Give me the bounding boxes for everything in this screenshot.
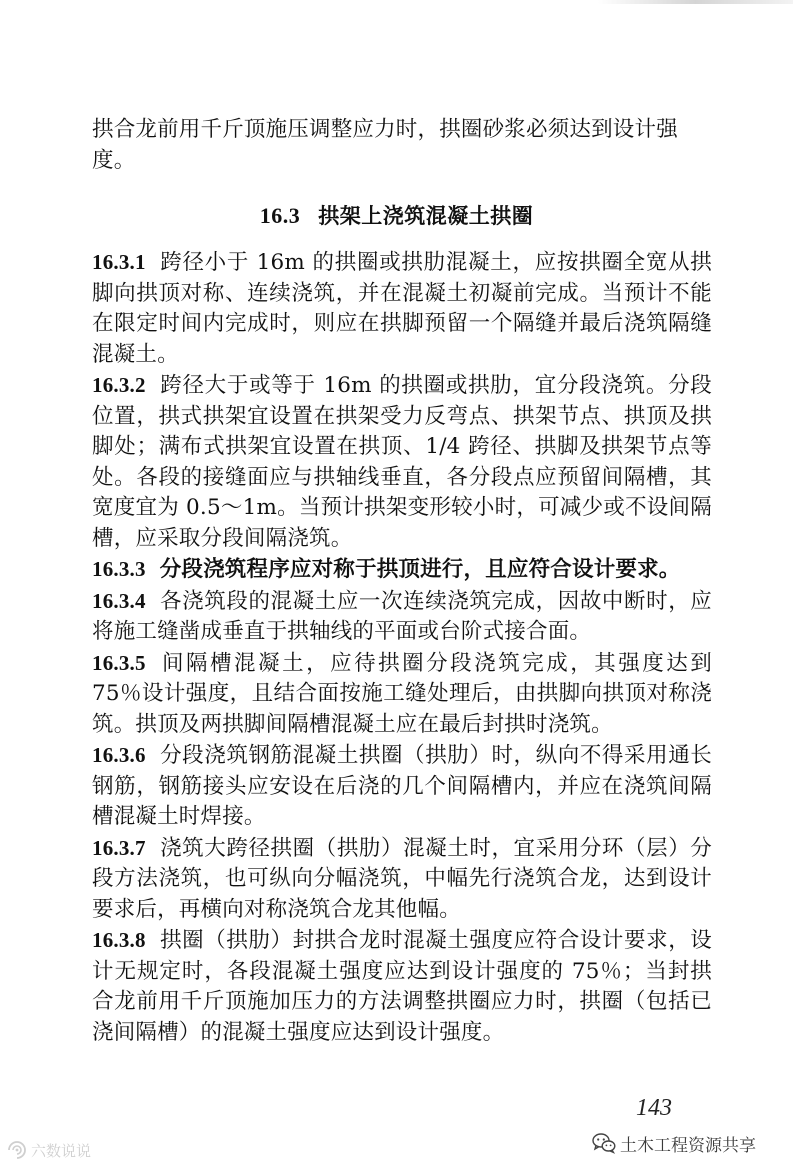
clause-text: 拱圈（拱肋）封拱合龙时混凝土强度应符合设计要求，设计无规定时，各段混凝土强度应达到设计强度的 75％；当封拱合龙前用千斤顶施加压力的方法调整拱圈应力时，拱圈（包括已浇间隔槽）的混凝土强度应达到设计强度。: [92, 928, 712, 1045]
watermark-text: 土木工程资源共享: [620, 1135, 756, 1156]
clause-16-3-5: [92, 648, 712, 741]
clause-16-3-1: [92, 247, 712, 370]
clause-text: 分段浇筑钢筋混凝土拱圈（拱肋）时，纵向不得采用通长钢筋，钢筋接头应安设在后浇的几个间隔槽内，并应在浇筑间隔槽混凝土时焊接。: [92, 743, 712, 829]
clause-16-3-7: [92, 833, 712, 926]
clause-16-3-2: [92, 370, 712, 554]
intro-paragraph: [92, 115, 712, 176]
clause-number: 16.3.5: [92, 650, 146, 675]
wechat-watermark: [592, 1130, 756, 1156]
wechat-icon: [592, 1132, 616, 1154]
clause-text: 分段浇筑程序应对称于拱顶进行，且应符合设计要求。: [159, 557, 681, 582]
section-title-text: 拱架上浇筑混凝土拱圈: [318, 204, 534, 228]
clause-text: 各浇筑段的混凝土应一次连续浇筑完成，因故中断时，应将施工缝凿成垂直于拱轴线的平面或台阶式接合面。: [92, 588, 712, 644]
clause-number: 16.3.8: [92, 928, 146, 952]
clause-16-3-3: [92, 554, 712, 586]
site-watermark-text: 六数说说: [31, 1141, 92, 1160]
clause-text: 间隔槽混凝土，应待拱圈分段浇筑完成，其强度达到 75％设计强度，且结合面按施工缝处理后，由拱脚向拱顶对称浇筑。拱顶及两拱脚间隔槽混凝土应在最后封拱时浇筑。: [92, 650, 712, 737]
clause-number: 16.3.7: [92, 835, 146, 860]
section-heading: [0, 200, 793, 230]
clause-text: 跨径大于或等于 16m 的拱圈或拱肋，宜分段浇筑。分段位置，拱式拱架宜设置在拱架受力反弯点、拱架节点、拱顶及拱脚处；满布式拱架宜设置在拱顶、1/4 跨径、拱脚及拱架节点等处。各段的接缝面应与拱轴线垂直，各分段点应预留间隔槽，其宽度宜为 0.5～1m。当预计拱架变形较小时，可减少或不设间隔槽，应采取分段间隔浇筑。: [92, 373, 712, 551]
clause-text: 浇筑大跨径拱圈（拱肋）混凝土时，宜采用分环（层）分段方法浇筑，也可纵向分幅浇筑，中幅先行浇筑合龙，达到设计要求后，再横向对称浇筑合龙其他幅。: [92, 835, 712, 922]
section-number: 16.3: [259, 203, 301, 228]
clause-16-3-8: [92, 925, 712, 1048]
clause-list: [92, 247, 712, 1048]
scan-edge-artifact: [598, 0, 793, 4]
clause-text: 跨径小于 16m 的拱圈或拱肋混凝土，应按拱圈全宽从拱脚向拱顶对称、连续浇筑，并在混凝土初凝前完成。当预计不能在限定时间内完成时，则应在拱脚预留一个隔缝并最后浇筑隔缝混凝土。: [92, 250, 712, 367]
clause-number: 16.3.3: [92, 557, 146, 581]
clause-number: 16.3.4: [92, 588, 146, 613]
intro-text: 拱合龙前用千斤顶施压调整应力时，拱圈砂浆必须达到设计强度。: [92, 117, 678, 173]
clause-16-3-4: [92, 586, 712, 648]
clause-16-3-6: [92, 740, 712, 833]
clause-number: 16.3.1: [92, 250, 146, 274]
page-number: 143: [636, 1095, 672, 1121]
clause-number: 16.3.6: [92, 743, 146, 767]
site-logo-icon: [6, 1140, 28, 1160]
clause-number: 16.3.2: [92, 373, 146, 397]
site-watermark: [6, 1138, 91, 1162]
